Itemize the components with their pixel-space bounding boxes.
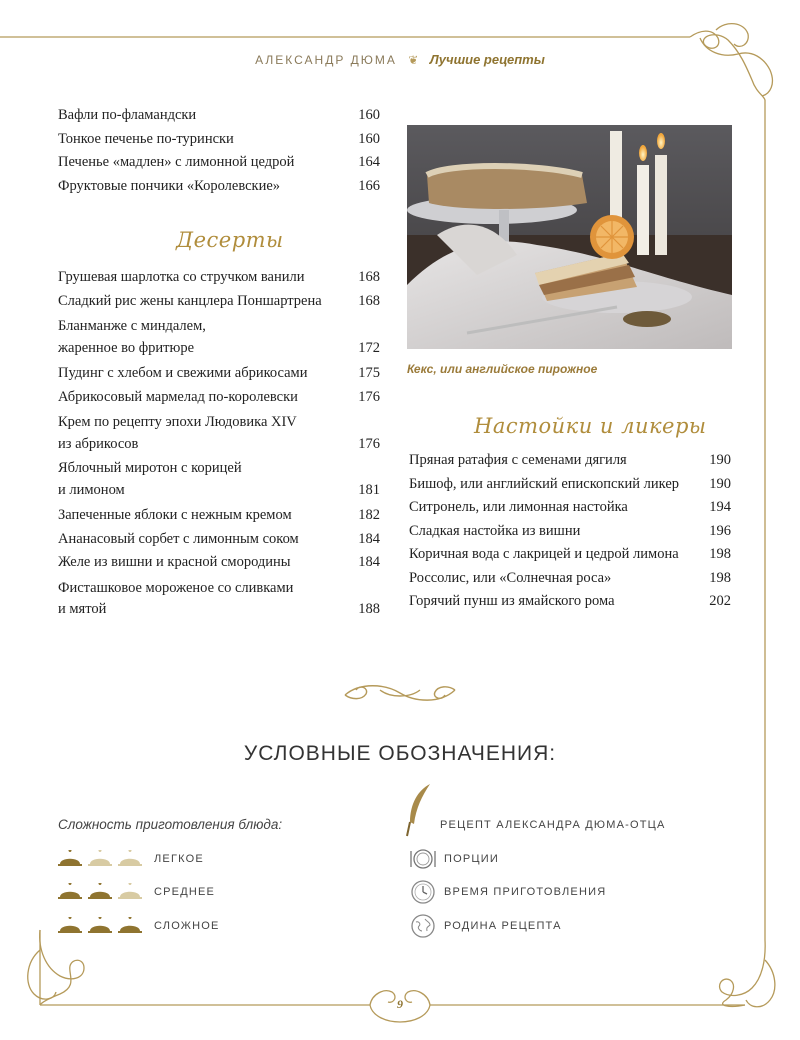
toc-entry[interactable] — [58, 175, 380, 199]
toc-entry-title: Фруктовые пончики «Королевские» — [58, 177, 281, 194]
toc-entry-page: 190 — [709, 452, 731, 468]
toc-entry-title: Горячий пунш из ямайского рома — [409, 593, 615, 609]
toc-entry-page: 198 — [709, 546, 731, 562]
difficulty-row-easy — [58, 850, 204, 868]
toc-entry[interactable] — [58, 362, 380, 386]
cloche-icon-filled — [118, 917, 142, 935]
cake-photo — [407, 125, 732, 349]
header-book-title: Лучшие рецепты — [429, 52, 545, 67]
toc-entry[interactable] — [58, 458, 380, 501]
toc-entry-title-line: Фисташковое мороженое со сливками — [58, 579, 294, 596]
cloche-icon-filled — [58, 917, 82, 935]
toc-entry-page: 181 — [358, 481, 380, 498]
symbol-label: РОДИНА РЕЦЕПТА — [444, 920, 562, 932]
cloche-icon-empty — [118, 883, 142, 901]
legend-title: УСЛОВНЫЕ ОБОЗНАЧЕНИЯ: — [243, 742, 557, 765]
toc-entry-title-line: и мятой — [58, 601, 107, 617]
toc-entry-title-line: и лимоном — [58, 481, 125, 498]
toc-entry-page: 176 — [358, 388, 380, 405]
toc-entry-title: Печенье «мадлен» с лимонной цедрой — [58, 154, 295, 170]
difficulty-label: Сложность приготовления блюда: — [58, 817, 283, 832]
cloche-icon-filled — [58, 850, 82, 868]
toc-entry[interactable] — [58, 504, 380, 528]
toc-entry[interactable] — [58, 412, 380, 455]
toc-entry-page: 184 — [358, 530, 380, 547]
toc-entry-page: 160 — [358, 130, 380, 147]
toc-entry-page: 168 — [358, 292, 380, 309]
toc-entry-title: Тонкое печенье по-турински — [58, 130, 234, 147]
toc-entry-page: 182 — [358, 507, 380, 523]
toc-entry[interactable] — [58, 290, 380, 314]
toc-entry[interactable] — [58, 578, 380, 621]
toc-entry-page: 172 — [358, 339, 380, 356]
toc-liqueurs-list — [409, 449, 731, 614]
globe-icon — [410, 913, 436, 939]
toc-entry[interactable] — [409, 543, 731, 567]
cloche-icon-filled — [58, 883, 82, 901]
cloche-icon-empty — [118, 850, 142, 868]
quill-icon — [404, 782, 432, 838]
toc-entry-page: 194 — [709, 499, 731, 515]
section-title-desserts: Десерты — [176, 228, 284, 252]
plate-icon — [410, 846, 436, 872]
cake-photo-illustration — [407, 125, 732, 349]
toc-entry-page: 176 — [358, 435, 380, 452]
toc-entry-title: Коричная вода с лакрицей и цедрой лимона — [409, 546, 679, 562]
symbol-row-origin — [410, 913, 562, 939]
toc-entry-title-line: из абрикосов — [58, 435, 139, 452]
toc-entry-page: 166 — [358, 177, 380, 194]
symbol-row-quill — [404, 782, 666, 838]
symbol-label: ПОРЦИИ — [444, 853, 499, 865]
toc-entry[interactable] — [409, 449, 731, 473]
toc-entry[interactable] — [58, 151, 380, 175]
difficulty-level-label: ЛЕГКОЕ — [154, 853, 204, 865]
toc-entry-page: 164 — [358, 154, 380, 170]
cloche-icon-filled — [88, 917, 112, 935]
running-header — [0, 52, 800, 67]
symbol-label: ВРЕМЯ ПРИГОТОВЛЕНИЯ — [444, 886, 607, 898]
header-author: АЛЕКСАНДР ДЮМА — [255, 53, 397, 67]
toc-top-list — [58, 104, 380, 198]
toc-entry[interactable] — [58, 104, 380, 128]
toc-entry-page: 198 — [709, 569, 731, 586]
toc-entry[interactable] — [58, 316, 380, 359]
header-separator-ornament: ❦ — [408, 53, 419, 67]
toc-entry-title-line: жаренное во фритюре — [58, 339, 195, 356]
symbol-row-servings — [410, 846, 499, 872]
toc-entry[interactable] — [409, 590, 731, 614]
toc-entry[interactable] — [409, 473, 731, 497]
toc-entry-title: Вафли по-фламандски — [58, 107, 197, 123]
toc-entry-page: 202 — [709, 593, 731, 609]
toc-entry-title: Ананасовый сорбет с лимонным соком — [58, 530, 299, 547]
toc-entry-title: Абрикосовый мармелад по-королевски — [58, 388, 298, 405]
symbol-label: РЕЦЕПТ АЛЕКСАНДРА ДЮМА-ОТЦА — [440, 819, 666, 831]
toc-entry-page: 184 — [358, 554, 380, 570]
toc-entry[interactable] — [58, 551, 380, 575]
toc-entry-title: Сладкий рис жены канцлера Поншартрена — [58, 292, 322, 309]
toc-entry-page: 188 — [358, 601, 380, 617]
toc-entry-title: Ситронель, или лимонная настойка — [409, 499, 628, 515]
toc-entry[interactable] — [409, 567, 731, 591]
toc-entry-title: Желе из вишни и красной смородины — [58, 554, 291, 570]
toc-entry-title: Пудинг с хлебом и свежими абрикосами — [58, 365, 308, 381]
difficulty-row-hard — [58, 917, 220, 935]
cloche-icon-filled — [88, 883, 112, 901]
toc-entry-title: Бишоф, или английский епископский ликер — [409, 475, 680, 492]
toc-entry-title: Грушевая шарлотка со стручком ванили — [58, 269, 305, 285]
section-title-liqueurs: Настойки и ликеры — [474, 414, 707, 438]
cloche-icon-empty — [88, 850, 112, 868]
difficulty-level-label: СЛОЖНОЕ — [154, 920, 220, 932]
clock-icon — [410, 879, 436, 905]
toc-entry-title: Сладкая настойка из вишни — [409, 522, 581, 539]
toc-entry[interactable] — [58, 266, 380, 290]
difficulty-level-label: СРЕДНЕЕ — [154, 886, 216, 898]
toc-entry[interactable] — [409, 496, 731, 520]
toc-entry[interactable] — [58, 128, 380, 152]
toc-entry-page: 168 — [358, 269, 380, 285]
toc-entry-title-line: Яблочный миротон с корицей — [58, 460, 242, 476]
symbol-row-time — [410, 879, 606, 905]
toc-entry-page: 160 — [358, 107, 380, 123]
difficulty-row-medium — [58, 883, 215, 901]
toc-entry-page: 196 — [709, 522, 731, 539]
toc-entry-page: 175 — [358, 365, 380, 381]
toc-entry[interactable] — [58, 528, 380, 552]
toc-entry-title-line: Бланманже с миндалем, — [58, 318, 206, 334]
toc-entry-title: Запеченные яблоки с нежным кремом — [58, 507, 292, 523]
toc-entry-title: Пряная ратафия с семенами дягиля — [409, 452, 627, 468]
toc-entry[interactable] — [58, 386, 380, 410]
toc-desserts-list — [58, 266, 380, 621]
toc-entry-title: Россолис, или «Солнечная роса» — [409, 569, 612, 586]
toc-entry-page: 190 — [709, 475, 731, 492]
toc-entry[interactable] — [409, 520, 731, 544]
toc-entry-title-line: Крем по рецепту эпохи Людовика XIV — [58, 414, 297, 430]
photo-caption: Кекс, или английское пирожное — [407, 362, 598, 376]
page-number: 9 — [397, 997, 403, 1011]
